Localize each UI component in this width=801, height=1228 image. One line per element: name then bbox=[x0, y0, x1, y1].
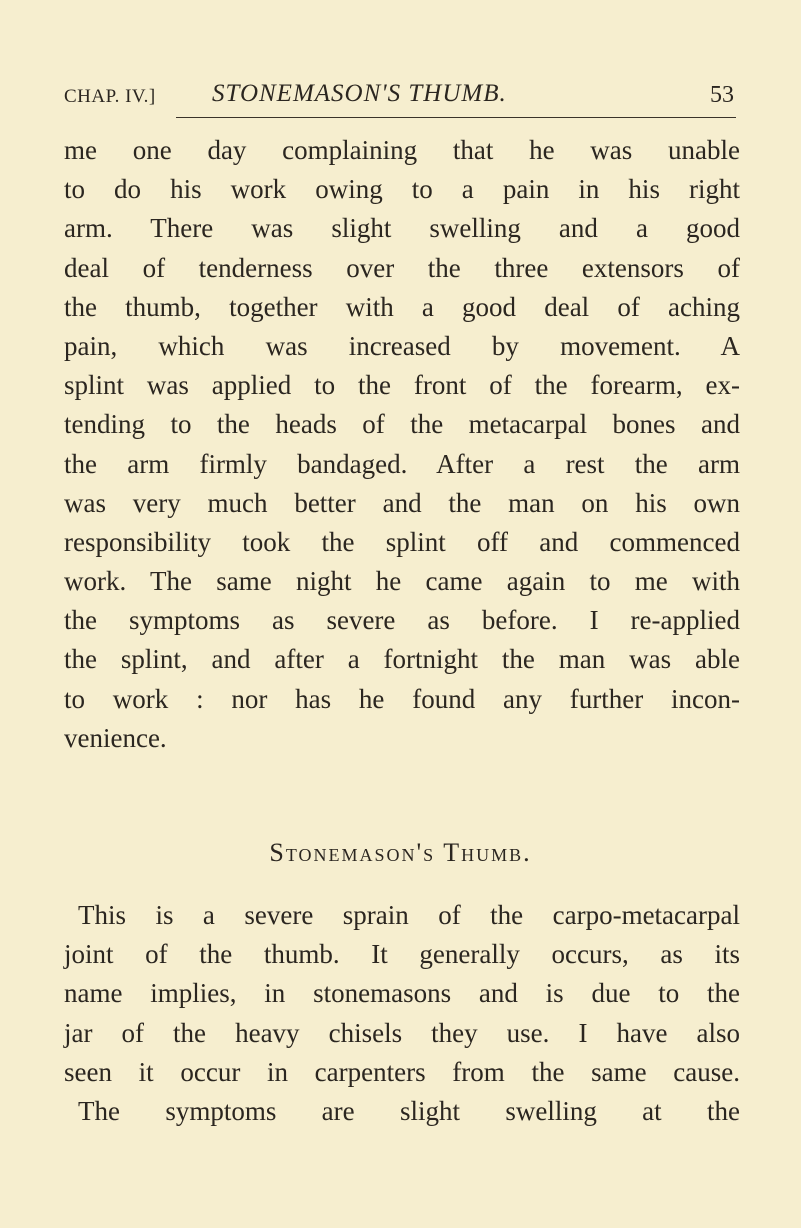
text-line: pain, which was increased by movement. A bbox=[64, 330, 740, 361]
text-line: arm. There was slight swelling and a good bbox=[64, 213, 740, 244]
chapter-label: CHAP. IV.] bbox=[64, 86, 156, 107]
text-line: tending to the heads of the metacarpal bones and bbox=[64, 409, 740, 440]
page-number: 53 bbox=[710, 82, 734, 108]
text-line: name implies, in stonemasons and is due to the bbox=[64, 978, 740, 1009]
text-line: jar of the heavy chisels they use. I have also bbox=[64, 1017, 740, 1048]
text-line: the splint, and after a fortnight the man was able bbox=[64, 644, 740, 675]
paragraph bbox=[64, 896, 740, 1131]
text-line: the thumb, together with a good deal of aching bbox=[64, 291, 740, 322]
text-line: the arm firmly bandaged. After a rest the arm bbox=[64, 448, 740, 479]
text-line: to work : nor has he found any further incon- bbox=[64, 683, 740, 714]
header-rule bbox=[176, 117, 736, 118]
text-line: The symptoms are slight swelling at the bbox=[78, 1095, 740, 1126]
text-line: responsibility took the splint off and commenced bbox=[64, 526, 740, 557]
text-line: work. The same night he came again to me with bbox=[64, 566, 740, 597]
text-line: to do his work owing to a pain in his right bbox=[64, 174, 740, 205]
text-line: splint was applied to the front of the forearm, ex- bbox=[64, 370, 740, 401]
text-line: joint of the thumb. It generally occurs, as its bbox=[64, 939, 740, 970]
text-line: seen it occur in carpenters from the same cause. bbox=[64, 1056, 740, 1087]
text-line: me one day complaining that he was unable bbox=[64, 135, 740, 165]
paragraph-continued bbox=[64, 131, 740, 758]
text-line: deal of tenderness over the three extensors of bbox=[64, 252, 740, 283]
text-line: venience. bbox=[64, 722, 167, 753]
text-line: This is a severe sprain of the carpo-metacarpal bbox=[78, 900, 740, 930]
running-head bbox=[64, 80, 736, 110]
text-line: the symptoms as severe as before. I re-applied bbox=[64, 605, 740, 636]
running-title: STONEMASON'S THUMB. bbox=[212, 80, 507, 107]
text-line: was very much better and the man on his own bbox=[64, 487, 740, 518]
section-heading: Stonemason's Thumb. bbox=[269, 838, 532, 867]
